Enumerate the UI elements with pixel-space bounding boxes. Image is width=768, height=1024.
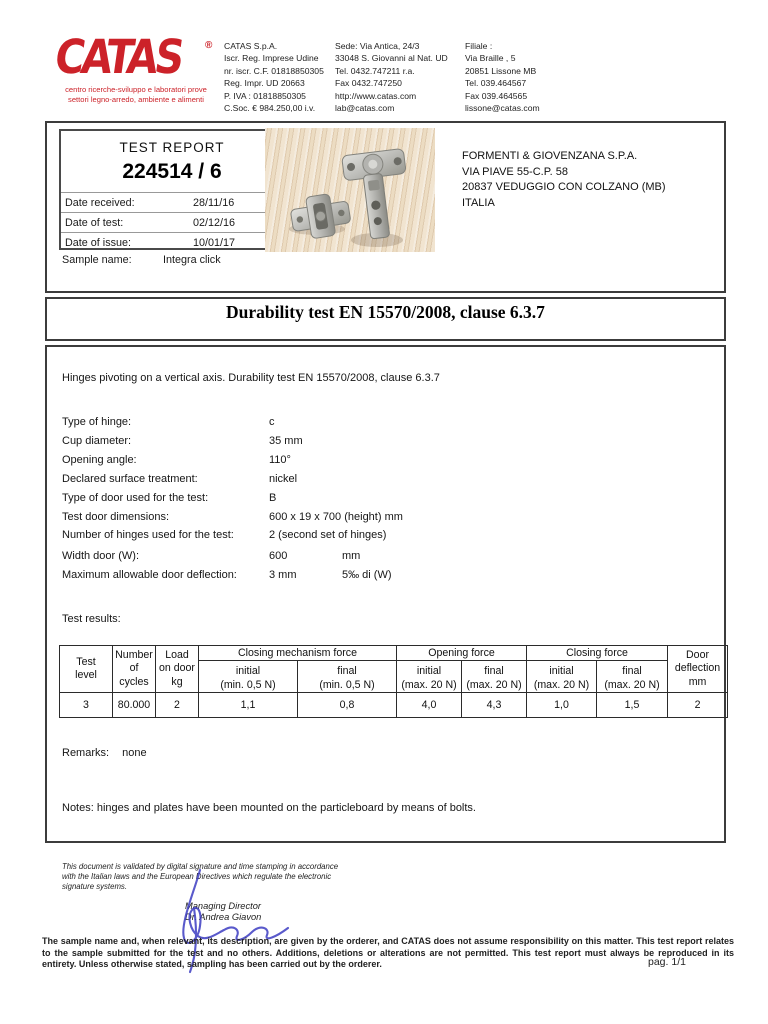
branch-email-link[interactable]: lissone@catas.com [465, 103, 540, 114]
spec-value: 110° [269, 453, 291, 466]
subheader-of-initial: initial (max. 20 N) [397, 661, 462, 693]
test-details-box [45, 345, 726, 843]
col-header-load: Load on door kg [156, 646, 199, 693]
width-door-value: 600 [269, 550, 288, 562]
test-results-label: Test results: [62, 613, 121, 625]
report-id-box [59, 129, 285, 250]
spec-list [62, 413, 702, 545]
report-header-box [45, 121, 726, 293]
spec-row: Type of door used for the test: B [62, 489, 702, 508]
branch-address-block: Filiale : Via Braille , 5 20851 Lissone MB Tel. 039.464567 Fax 039.464565 lissone@catas.com [465, 41, 540, 114]
spec-value: B [269, 491, 277, 504]
table-row [60, 693, 728, 718]
sample-name-row: Sample name: Integra click [62, 254, 221, 266]
date-of-issue-row: Date of issue: 10/01/17 [61, 232, 283, 252]
spec-row: Declared surface treatment: nickel [62, 470, 702, 489]
subheader-cmf-initial: initial (min. 0,5 N) [199, 661, 298, 693]
mounting-plate [289, 191, 353, 242]
notes-row: Notes: hinges and plates have been mounted on the particleboard by means of bolts. [62, 802, 476, 814]
date-received-row: Date received: 28/11/16 [61, 192, 283, 212]
digital-signature-disclaimer: This document is validated by digital signature and time stamping in accordance with the Italian laws and the European Directives which regulate the electronic signature systems. [62, 862, 339, 891]
logo-tagline [52, 85, 220, 104]
remarks-value: none [122, 747, 147, 759]
doc-title-box [45, 297, 726, 341]
logo-tagline-line2: settori legno-arredo, ambiente e alimenti [68, 94, 204, 104]
spec-row: Cup diameter: 35 mm [62, 432, 702, 451]
spec-value: 35 mm [269, 434, 303, 447]
logo-tagline-line1: centro ricerche-sviluppo e laboratori prove [65, 85, 207, 94]
lab-email-link[interactable]: lab@catas.com [335, 103, 395, 114]
subheader-of-final: final (max. 20 N) [462, 661, 527, 693]
col-group-closing-mechanism-force: Closing mechanism force [199, 646, 397, 661]
page-number: pag. 1/1 [648, 956, 686, 968]
catas-logo-text: CATAS [51, 30, 185, 85]
company-address-block: Sede: Via Antica, 24/3 33048 S. Giovanni al Nat. UD Tel. 0432.747211 r.a. Fax 0432.747250 http://www.catas.com lab@catas.com [335, 41, 448, 114]
width-door-unit: mm [342, 550, 361, 562]
col-header-test-level: Test level [60, 646, 113, 693]
spec-row: Number of hinges used for the test: 2 (second set of hinges) [62, 526, 702, 545]
col-group-closing-force: Closing force [527, 646, 668, 661]
spec-row: Type of hinge: c [62, 413, 702, 432]
max-deflection-row: Maximum allowable door deflection: 3 mm 5‰ di (W) [62, 566, 702, 585]
test-description: Hinges pivoting on a vertical axis. Durability test EN 15570/2008, clause 6.3.7 [62, 372, 440, 384]
col-header-cycles: Number of cycles [113, 646, 156, 693]
legal-disclaimer: The sample name and, when relevant, its description, are given by the orderer, and CATAS does not assume responsibility on this matter. This test report relates to the sample submitted for the test and no others. Additions, deletions or alterations are not permitted. This test report must always be reproduced in its entirety. Unless otherwise stated, sampling has been carried out by the orderer. [42, 936, 734, 970]
cell-cf-initial: 1,0 [527, 693, 597, 718]
col-header-door-deflection: Door deflection mm [668, 646, 728, 693]
customer-name: FORMENTI & GIOVENZANA S.P.A. [462, 150, 638, 162]
cell-door-deflection: 2 [668, 693, 728, 718]
sample-photo [265, 128, 435, 252]
company-name: CATAS S.p.A. [224, 41, 278, 51]
results-table-wrap [59, 645, 728, 718]
cell-load: 2 [156, 693, 199, 718]
width-door-row: Width door (W): 600 mm [62, 547, 702, 566]
website-link[interactable]: http://www.catas.com [335, 90, 417, 101]
cell-test-level: 3 [60, 693, 113, 718]
cell-of-final: 4,3 [462, 693, 527, 718]
col-group-opening-force: Opening force [397, 646, 527, 661]
cell-cycles: 80.000 [113, 693, 156, 718]
catas-logo [51, 30, 222, 104]
cell-cmf-initial: 1,1 [199, 693, 298, 718]
hinge-photo-illustration [265, 128, 435, 252]
managing-director-title: Managing Director [185, 901, 261, 911]
company-registration-block: CATAS S.p.A. Iscr. Reg. Imprese Udine nr. iscr. C.F. 01818850305 Reg. Impr. UD 20663 P. IVA : 01818850305 C.Soc. € 984.250,00 i.v. [224, 41, 324, 114]
spec-value: c [269, 416, 275, 428]
hinge-arm [342, 148, 414, 241]
date-received-value: 28/11/16 [193, 196, 235, 209]
date-of-test-value: 02/12/16 [193, 216, 236, 229]
door-dimension-rows [62, 547, 702, 585]
spec-row: Test door dimensions: 600 x 19 x 700 (height) mm [62, 508, 702, 527]
max-deflection-unit: 5‰ di (W) [342, 569, 392, 581]
date-of-test-row: Date of test: 02/12/16 [61, 212, 283, 232]
cell-cmf-final: 0,8 [298, 693, 397, 718]
results-table [59, 645, 728, 718]
spec-value: 600 x 19 x 700 (height) mm [269, 510, 403, 523]
doc-title: Durability test EN 15570/2008, clause 6.3.7 [226, 302, 545, 322]
subheader-cmf-final: final (min. 0,5 N) [298, 661, 397, 693]
date-of-issue-value: 10/01/17 [193, 236, 236, 249]
max-deflection-value: 3 mm [269, 569, 297, 581]
cell-of-initial: 4,0 [397, 693, 462, 718]
report-title: TEST REPORT [119, 140, 225, 155]
report-number: 224514 / 6 [122, 160, 222, 183]
customer-address-block: FORMENTI & GIOVENZANA S.P.A. VIA PIAVE 55-C.P. 58 20837 VEDUGGIO CON COLZANO (MB) ITALIA [462, 150, 666, 209]
registered-trademark-icon: ® [205, 40, 213, 51]
spec-value: nickel [269, 472, 298, 485]
subheader-cf-initial: initial (max. 20 N) [527, 661, 597, 693]
sample-name-value: Integra click [163, 254, 221, 266]
spec-value: 2 (second set of hinges) [269, 529, 387, 542]
subheader-cf-final: final (max. 20 N) [597, 661, 668, 693]
remarks-row: Remarks: none [62, 747, 147, 759]
cell-cf-final: 1,5 [597, 693, 668, 718]
spec-row: Opening angle: 110° [62, 451, 702, 470]
managing-director-name: Dr. Andrea Giavon [185, 912, 262, 922]
